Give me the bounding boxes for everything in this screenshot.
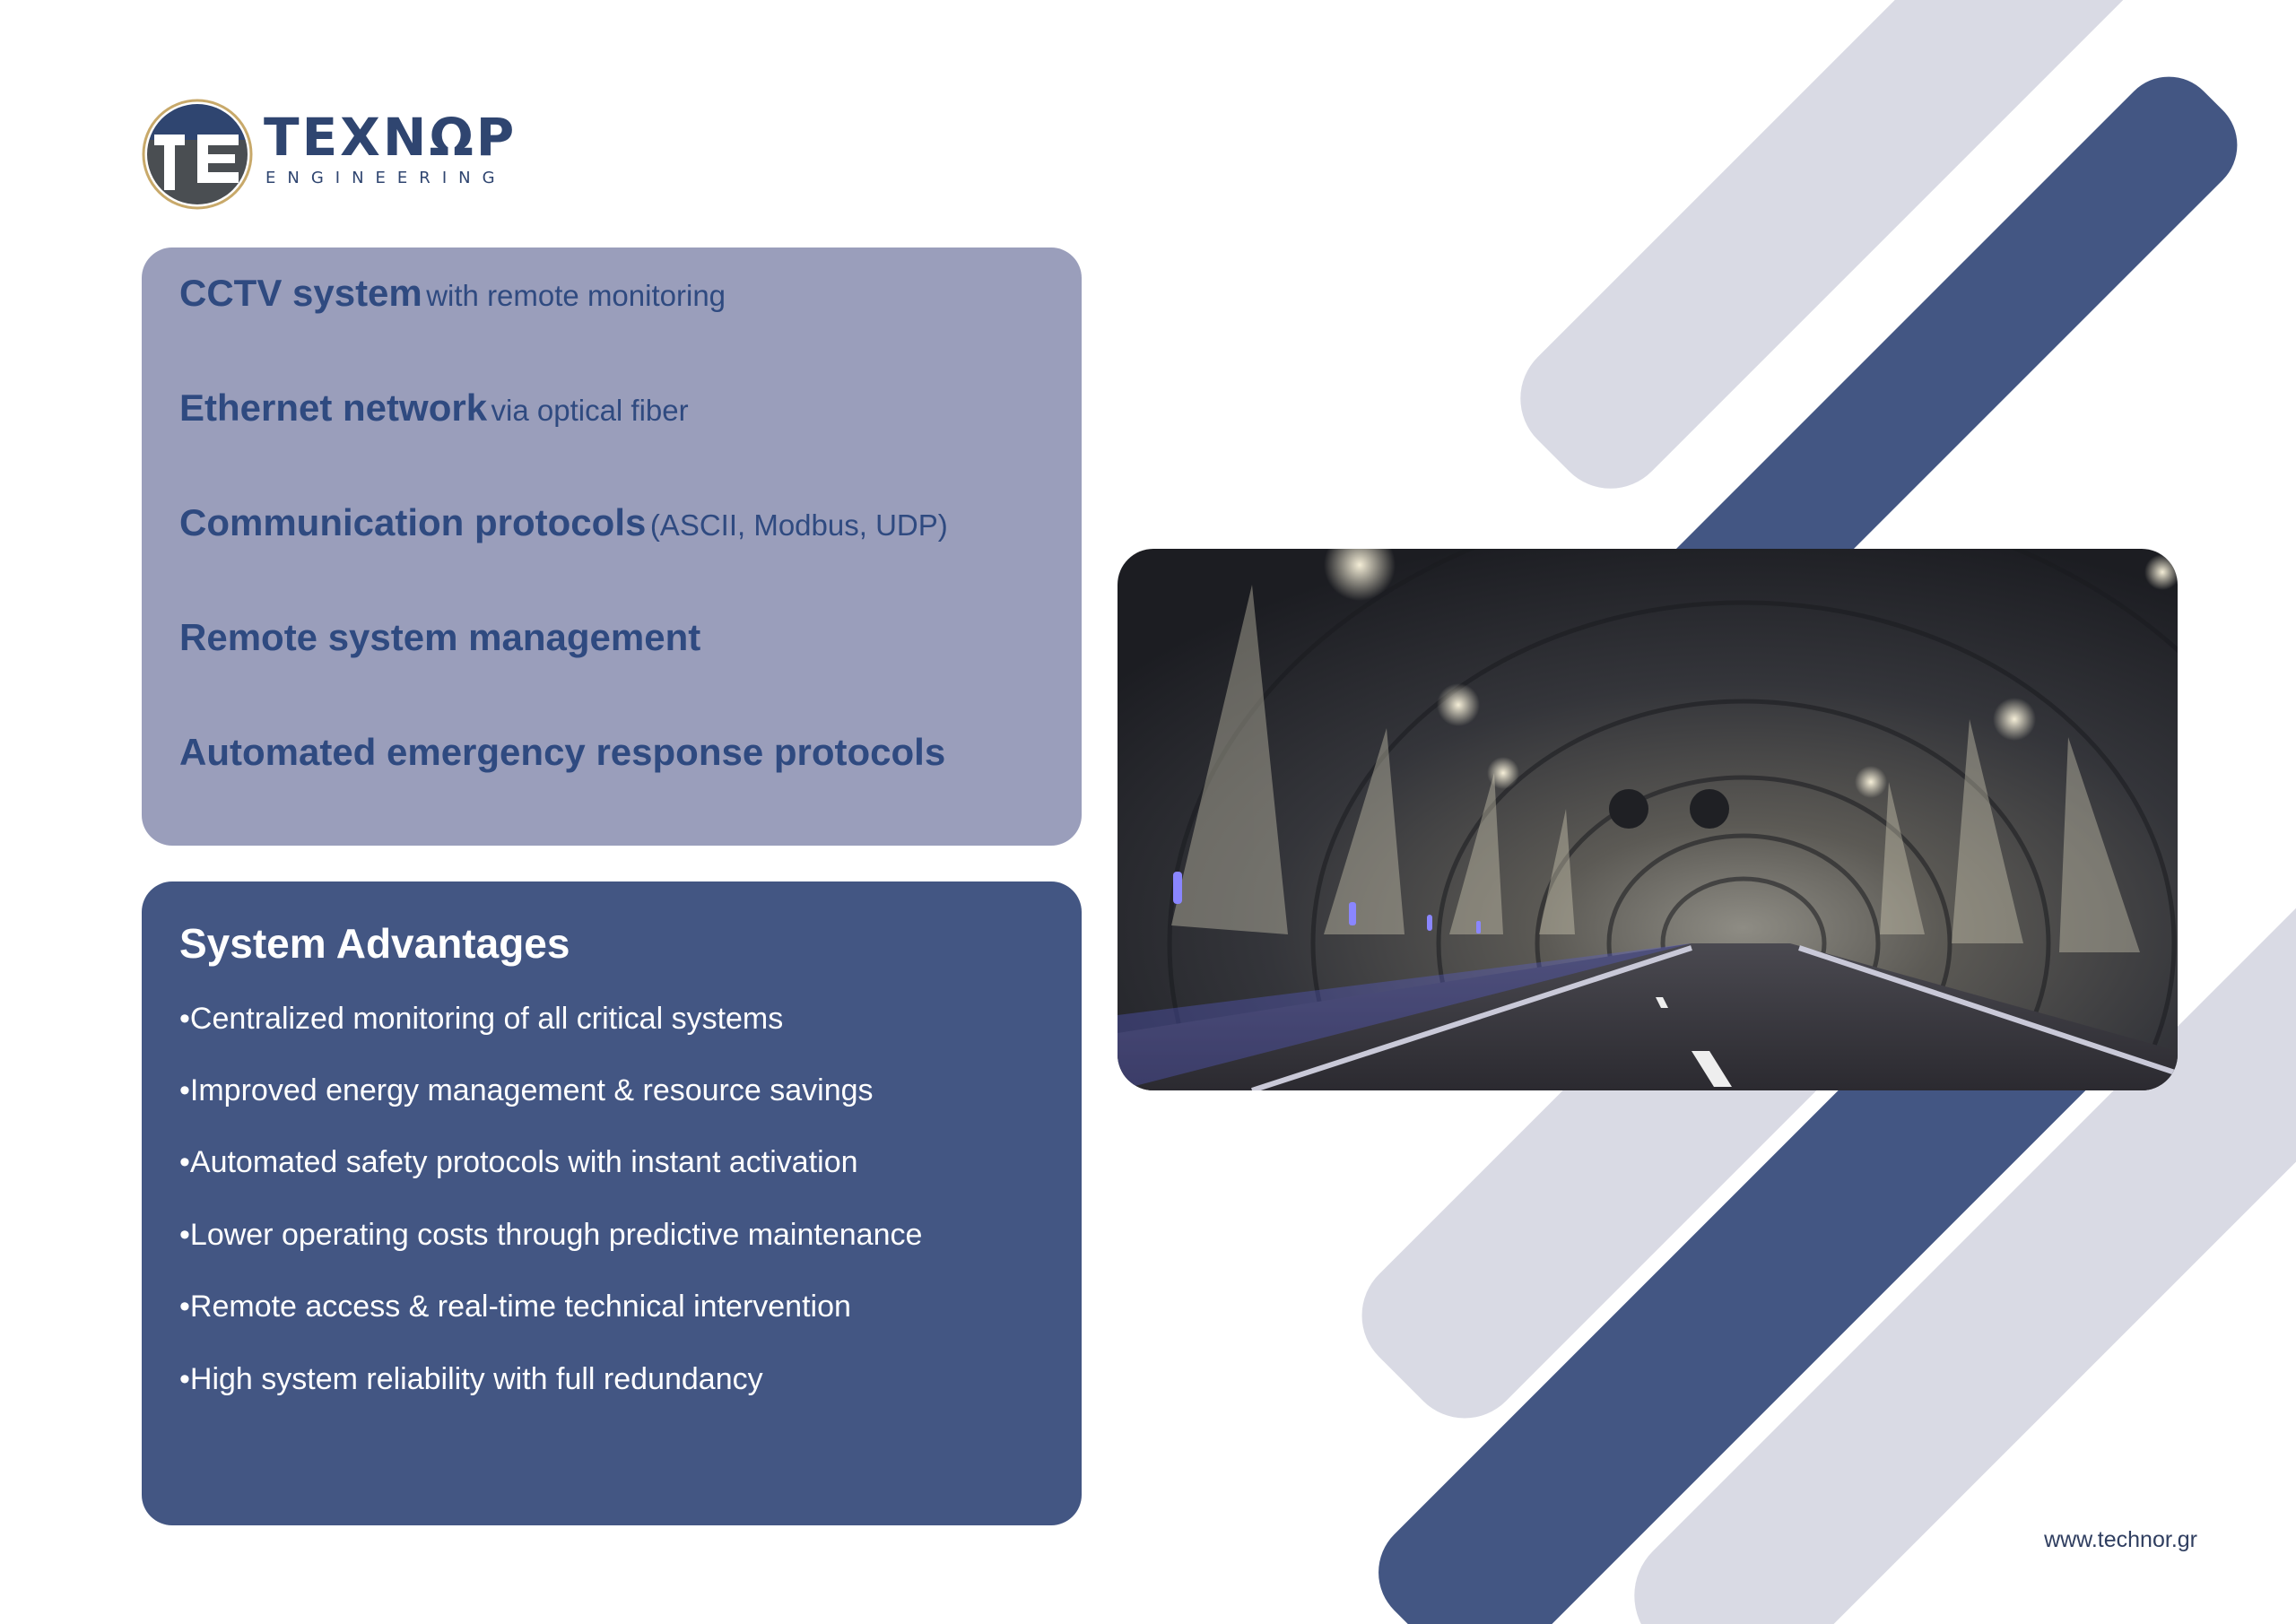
feature-item [179, 386, 689, 429]
advantages-title: System Advantages [179, 920, 570, 967]
website-link[interactable]: www.technor.gr [2044, 1527, 2197, 1552]
feature-title: CCTV system [179, 272, 422, 314]
feature-title: Ethernet network [179, 386, 488, 429]
advantage-item: •High system reliability with full redundancy [179, 1362, 763, 1396]
feature-detail: (ASCII, Modbus, UDP) [649, 508, 948, 542]
advantage-item: •Automated safety protocols with instant activation [179, 1145, 858, 1179]
feature-item [179, 501, 948, 543]
feature-title: Automated emergency response protocols [179, 731, 946, 773]
logo-wordmark: TEXNΩP [264, 107, 517, 168]
advantage-item: •Centralized monitoring of all critical systems [179, 1002, 784, 1036]
feature-detail: via optical fiber [491, 394, 689, 427]
logo-emblem-icon [142, 99, 253, 210]
advantage-item: •Remote access & real-time technical intervention [179, 1290, 851, 1324]
features-card [142, 248, 1082, 846]
feature-title: Remote system management [179, 616, 701, 658]
advantages-card [142, 881, 1082, 1525]
feature-detail: with remote monitoring [426, 279, 726, 312]
feature-item [179, 731, 946, 773]
advantage-item: •Lower operating costs through predictive maintenance [179, 1218, 923, 1252]
feature-item [179, 616, 701, 658]
feature-title: Communication protocols [179, 501, 647, 543]
company-logo [142, 99, 536, 211]
feature-item [179, 274, 726, 312]
advantage-item: •Improved energy management & resource savings [179, 1073, 874, 1107]
tunnel-photo [1118, 549, 2178, 1090]
logo-subtitle: ENGINEERING [265, 169, 507, 187]
